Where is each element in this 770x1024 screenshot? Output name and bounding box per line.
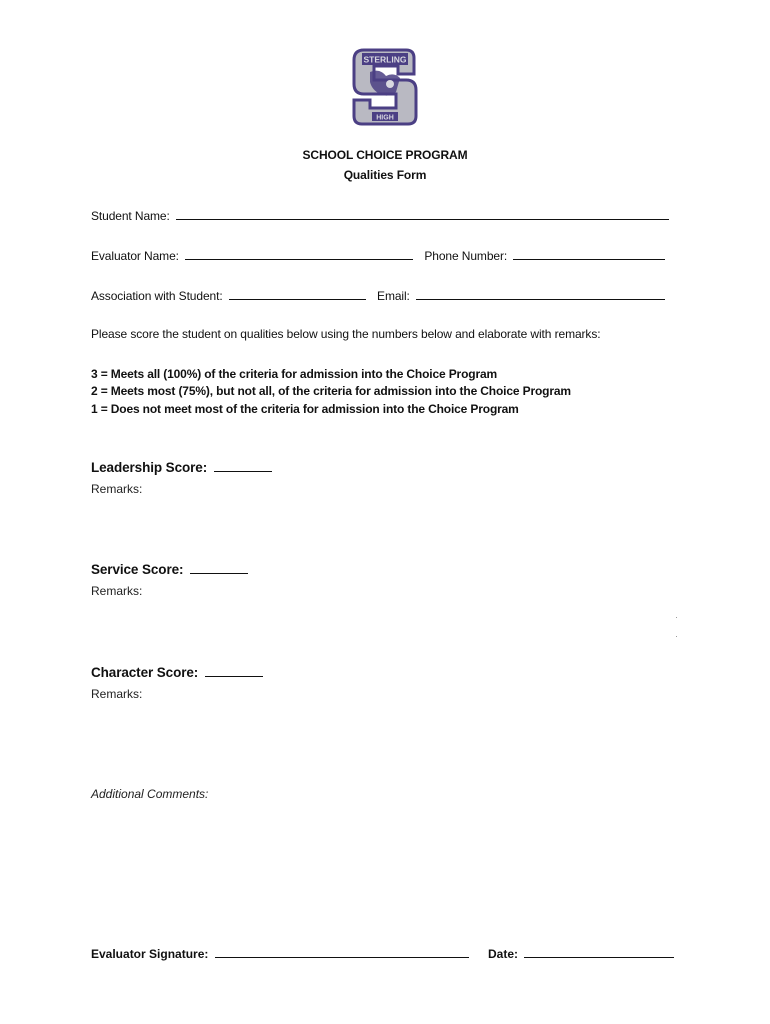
email-field[interactable] <box>416 288 665 300</box>
evaluator-name-label: Evaluator Name: <box>91 249 179 263</box>
evaluator-name-field[interactable] <box>185 248 413 260</box>
leadership-score-label: Leadership Score: <box>91 460 208 475</box>
phone-number-field[interactable] <box>513 248 665 260</box>
evaluator-row <box>91 248 665 263</box>
service-remarks-label: Remarks: <box>91 584 143 598</box>
date-label: Date: <box>488 947 519 961</box>
email-label: Email: <box>377 289 410 303</box>
criteria-1: 1 = Does not meet most of the criteria for admission into the Choice Program <box>91 402 519 416</box>
form-title: SCHOOL CHOICE PROGRAM <box>302 148 468 162</box>
student-name-field[interactable] <box>176 208 669 220</box>
character-remarks-label: Remarks: <box>91 687 143 701</box>
evaluator-signature-field[interactable] <box>215 946 469 958</box>
stray-mark <box>676 636 677 637</box>
signature-row <box>91 946 469 961</box>
stray-mark <box>676 617 677 618</box>
association-field[interactable] <box>229 288 366 300</box>
date-field[interactable] <box>524 946 674 958</box>
association-label: Association with Student: <box>91 289 223 303</box>
instructions-text: Please score the student on qualities below using the numbers below and elaborate with remarks: <box>91 327 601 341</box>
leadership-score-field[interactable] <box>214 460 272 472</box>
association-row <box>91 288 665 303</box>
student-name-label: Student Name: <box>91 209 170 223</box>
criteria-3: 3 = Meets all (100%) of the criteria for admission into the Choice Program <box>91 367 498 381</box>
form-subtitle: Qualities Form <box>343 168 427 182</box>
character-score-label: Character Score: <box>91 665 199 680</box>
evaluator-signature-label: Evaluator Signature: <box>91 947 209 961</box>
logo-text-top: STERLING <box>363 54 407 65</box>
criteria-2: 2 = Meets most (75%), but not all, of the criteria for admission into the Choice Program <box>91 384 571 398</box>
leadership-score-row <box>91 460 272 475</box>
service-score-field[interactable] <box>190 562 248 574</box>
service-score-label: Service Score: <box>91 562 184 577</box>
sterling-high-logo <box>350 46 420 128</box>
additional-comments-label: Additional Comments: <box>91 787 209 801</box>
phone-number-label: Phone Number: <box>424 249 508 263</box>
student-name-row <box>91 208 669 223</box>
service-score-row <box>91 562 248 577</box>
leadership-remarks-label: Remarks: <box>91 482 143 496</box>
character-score-row <box>91 665 263 680</box>
date-row <box>488 946 674 961</box>
logo-text-bottom: HIGH <box>376 114 394 122</box>
character-score-field[interactable] <box>205 665 263 677</box>
